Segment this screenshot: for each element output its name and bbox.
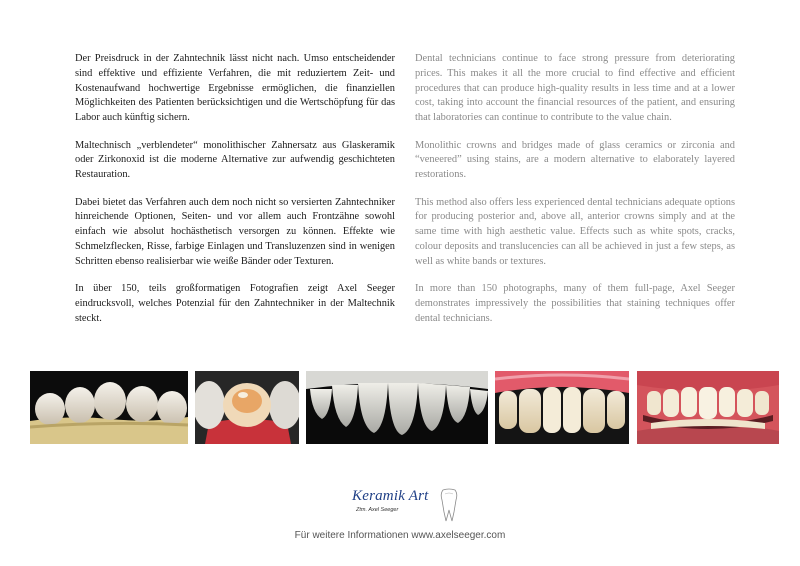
german-paragraph-1: Der Preisdruck in der Zahntechnik lässt nicht nach. Umso entscheidender sind effektive und effiziente Verfahren, die mit reduziertem Zeit- und Kostenaufwand hochwertige Ergebnisse ermöglichen, die finanziellen Möglichkeiten des Patienten berücksichtigen und die Wertschöpfung für das Labor auch künftig sichern. bbox=[75, 53, 395, 124]
photo-posterior-crowns-model bbox=[30, 371, 188, 444]
german-paragraph-3: Dabei bietet das Verfahren auch dem noch nicht so versierten Zahntechniker hinreichende Optionen, Seiten- und vor allem auch Frontzähne sowohl einfach wie absolut hochästhetisch versorgen zu können. Effekte wie Schmelzflecken, Risse, farbige Einlagen und Transluzenzen sind in wenigen Schritten ebenso realisierbar wie weiße Bänder oder Texturen. bbox=[75, 196, 395, 267]
footer-info-text: Für weitere Informationen www.axelseeger.com bbox=[294, 530, 506, 541]
logo-subtitle: Ztm. Axel Seeger bbox=[356, 507, 399, 513]
photo-smile-full-arch bbox=[637, 371, 779, 444]
english-paragraph-4: In more than 150 photographs, many of them full-page, Axel Seeger demonstrates impressively the possibilities that staining techniques offer dental technicians. bbox=[415, 283, 735, 324]
photo-anterior-veneers-arch bbox=[306, 371, 488, 444]
english-paragraph-1: Dental technicians continue to face strong pressure from deteriorating prices. This makes it all the more crucial to find effective and efficient procedures that can produce high-quality results in less time and at a lower cost, taking into account the financial resources of the patient, and ensuring that laboratories can continue to contribute to the value chain. bbox=[415, 53, 735, 124]
english-text-column bbox=[415, 52, 735, 339]
german-text-column bbox=[75, 52, 395, 339]
german-paragraph-2: Maltechnisch „verblendeter“ monolithischer Zahnersatz aus Glaskeramik oder Zirkonoxid ist die moderne Alternative zur aufwendig geschichteten Restauration. bbox=[75, 139, 395, 181]
logo-title: Keramik Art bbox=[352, 488, 429, 504]
keramik-art-logo bbox=[348, 488, 464, 524]
photo-single-crown-gingiva bbox=[195, 371, 299, 444]
photo-anterior-crowns-gingiva bbox=[495, 371, 629, 444]
english-paragraph-3: This method also offers less experienced dental technicians adequate options for producing posterior and, above all, anterior crowns simply and at the same time with high aesthetic value. Effects such as white spots, cracks, colour deposits and translucencies can all be achieved in just a few steps, as well as white bands or textures. bbox=[415, 196, 735, 267]
english-paragraph-2: Monolithic crowns and bridges made of glass ceramics or zirconia and “veneered” using stains, are a modern alternative to elaborately layered restorations. bbox=[415, 139, 735, 181]
german-paragraph-4: In über 150, teils großformatigen Fotografien zeigt Axel Seeger eindrucksvoll, welches Potenzial für den Zahntechniker in der Maltechnik steckt. bbox=[75, 283, 395, 324]
tooth-icon bbox=[440, 488, 458, 522]
